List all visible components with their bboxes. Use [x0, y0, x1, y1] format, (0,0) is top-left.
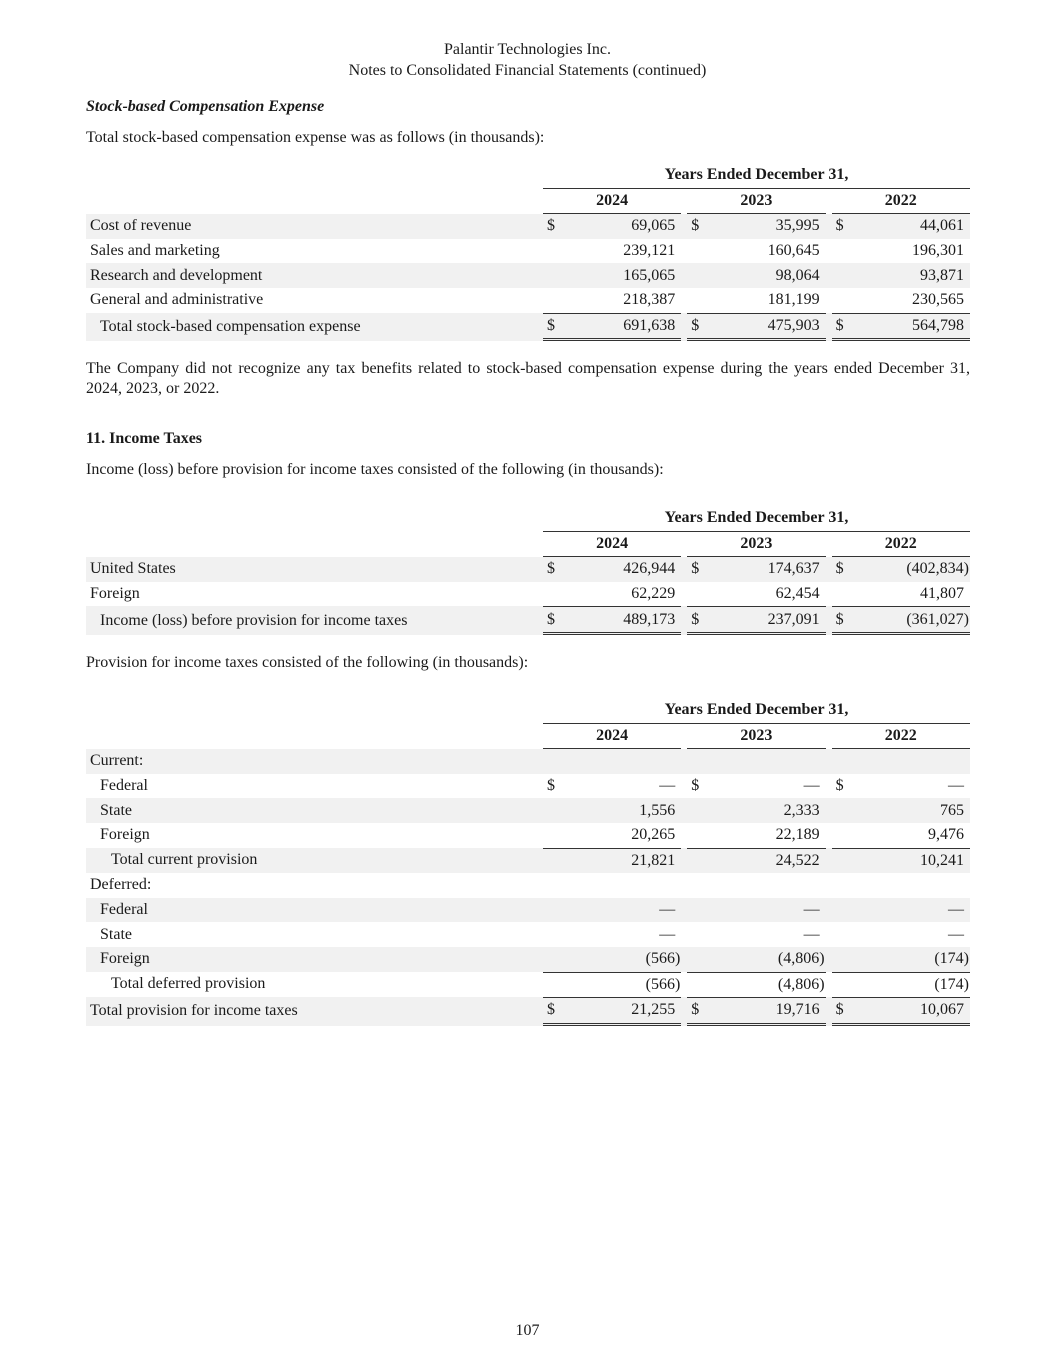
section-label-row: Deferred:: [90, 876, 152, 894]
years-header: Years Ended December 31,: [543, 163, 970, 189]
table-row: Federal $ — $ — $ —: [100, 777, 964, 795]
subtotal-row: Total deferred provision (566) (4,806) (174): [86, 972, 970, 998]
year-col-header: 2022: [832, 724, 970, 750]
provision-intro: Provision for income taxes consisted of the following (in thousands):: [86, 654, 529, 671]
subtotal-row: Total current provision 21,821 24,522 10,241: [86, 848, 970, 874]
income-taxes-heading: 11. Income Taxes: [86, 430, 203, 447]
year-col-header: 2023: [687, 724, 825, 750]
year-col-header: 2023: [687, 532, 825, 558]
table-row: Sales and marketing 239,121 160,645 196,301: [90, 242, 964, 260]
income-intro: Income (loss) before provision for income taxes consisted of the following (in thousands):: [86, 461, 664, 478]
year-col-header: 2023: [687, 189, 825, 215]
table-row: United States $ 426,944 $ 174,637 $ (402,834): [86, 557, 970, 582]
sbc-note: The Company did not recognize any tax benefits related to stock-based compensation expense during the years ended December 31, 2024, 2023, or 2022.: [86, 360, 970, 397]
year-col-header: 2024: [543, 189, 681, 215]
year-col-header: 2022: [832, 532, 970, 558]
section-label-row: Current:: [86, 749, 970, 774]
table-row: Federal — — —: [86, 898, 970, 923]
total-row: Income (loss) before provision for income taxes $ 489,173 $ 237,091 $ (361,027): [86, 606, 970, 635]
provision-table: [86, 698, 970, 1026]
sbc-heading: Stock-based Compensation Expense: [86, 98, 325, 115]
table-row: State 1,556 2,333 765: [86, 798, 970, 823]
year-col-header: 2022: [832, 189, 970, 215]
table-row: State — — —: [100, 925, 964, 943]
years-header: Years Ended December 31,: [543, 698, 970, 724]
table-row: Research and development 165,065 98,064 93,871: [86, 263, 970, 288]
years-header: Years Ended December 31,: [543, 506, 970, 532]
table-row: Foreign 62,229 62,454 41,807: [90, 585, 964, 603]
table-row: Cost of revenue $ 69,065 $ 35,995 $ 44,061: [86, 214, 970, 239]
total-row: Total provision for income taxes $ 21,255 $ 19,716 $ 10,067: [86, 997, 970, 1026]
page-subtitle: Notes to Consolidated Financial Statements (continued): [348, 62, 707, 79]
year-col-header: 2024: [543, 724, 681, 750]
page-number: 107: [515, 1322, 540, 1339]
table-row: Foreign 20,265 22,189 9,476: [100, 826, 964, 844]
total-row: Total stock-based compensation expense $ 691,638 $ 475,903 $ 564,798: [86, 313, 970, 342]
sbc-intro: Total stock-based compensation expense was as follows (in thousands):: [86, 129, 545, 146]
company-name: Palantir Technologies Inc.: [444, 41, 611, 58]
income-table: [86, 506, 970, 635]
table-row: Foreign (566) (4,806) (174): [86, 947, 970, 972]
year-col-header: 2024: [543, 532, 681, 558]
sbc-table: [86, 163, 970, 341]
table-row: General and administrative 218,387 181,199 230,565: [90, 291, 964, 309]
